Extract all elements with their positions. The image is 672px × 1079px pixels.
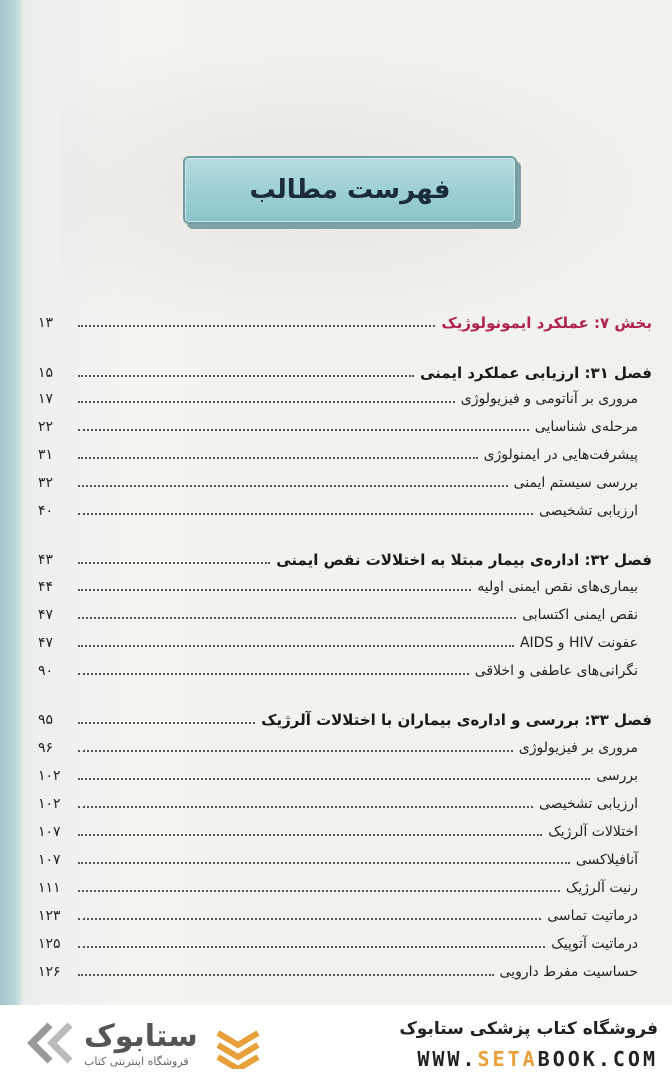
toc-label: مروری بر فیزیولوژی: [518, 740, 638, 756]
page-number: ۳۱: [38, 447, 54, 463]
toc-entry-row: [38, 656, 652, 680]
toc-label: اختلالات آلرژیک: [548, 824, 638, 840]
page-number: ۴۷: [38, 635, 54, 651]
page-number: ۳۲: [38, 475, 54, 491]
page-number: ۱۰۲: [38, 796, 61, 812]
toc-label: آنافیلاکسی: [575, 852, 638, 868]
page-number: ۱۰۲: [38, 768, 61, 784]
toc-label: پیشرفت‌هایی در ایمنولوژی: [483, 447, 638, 463]
dot-leader: [78, 918, 541, 920]
toc-entry-row: [38, 412, 652, 436]
toc-label: بخش ۷: عملکرد ایمونولوژیک: [441, 314, 652, 332]
dot-leader: [78, 513, 533, 515]
toc-entry-row: [38, 901, 652, 925]
toc-label: بیماری‌های نقص ایمنی اولیه: [477, 579, 638, 595]
toc-label: بررسی سیستم ایمنی: [513, 475, 638, 491]
page-number: ۱۳: [38, 315, 54, 331]
toc-entry-row: [38, 761, 652, 785]
toc-entry-row: [38, 572, 652, 596]
toc-entry-row: [38, 845, 652, 869]
page-number: ۴۴: [38, 579, 54, 595]
dot-leader: [78, 429, 529, 431]
toc-entry-row: [38, 440, 652, 464]
dot-leader: [78, 673, 469, 675]
page-number: ۱۲۵: [38, 936, 61, 952]
toc-label: مروری بر آناتومی و فیزیولوژی: [460, 391, 638, 407]
store-footer: [0, 1005, 672, 1079]
store-url[interactable]: [417, 1047, 658, 1071]
dot-leader: [78, 645, 514, 647]
url-accent: SETA: [477, 1047, 538, 1071]
dot-leader: [78, 485, 508, 487]
toc-entry-row: [38, 496, 652, 520]
toc-label: مرحله‌ی شناسایی: [534, 419, 638, 435]
store-logo: [26, 1019, 266, 1071]
dot-leader: [78, 890, 560, 892]
toc-label: عفونت HIV و AIDS: [519, 635, 638, 651]
page-number: ۱۰۷: [38, 824, 61, 840]
page-number: ۱۱۱: [38, 880, 61, 896]
toc-entry-row: [38, 468, 652, 492]
dot-leader: [78, 325, 435, 327]
dot-leader: [78, 806, 533, 808]
toc-entry-row: [38, 384, 652, 408]
page-number: ۴۰: [38, 503, 54, 519]
toc-label: فصل ۳۳: بررسی و اداره‌ی بیماران با اختلالات آلرژیک: [261, 711, 652, 729]
page-number: ۱۲۶: [38, 964, 61, 980]
toc-chapter-row: [38, 705, 652, 729]
dot-leader: [78, 862, 570, 864]
toc-entry-row: [38, 628, 652, 652]
toc-entry-row: [38, 733, 652, 757]
store-name: فروشگاه کتاب پزشکی ستابوک: [399, 1019, 658, 1039]
toc-label: رنیت آلرژیک: [565, 880, 638, 896]
toc-label: ارزیابی تشخیصی: [538, 503, 638, 519]
dot-leader: [78, 722, 255, 724]
dot-leader: [78, 562, 270, 564]
logo-subtitle: فروشگاه اینترنتی کتاب: [84, 1055, 189, 1068]
dot-leader: [78, 974, 494, 976]
page-number: ۹۶: [38, 740, 54, 756]
book-stack-icon: [214, 1023, 262, 1069]
toc-entry-row: [38, 957, 652, 981]
toc-entry-row: [38, 817, 652, 841]
page-title: فهرست مطالب: [249, 175, 451, 205]
url-prefix: WWW.: [417, 1047, 478, 1071]
toc-entry-row: [38, 873, 652, 897]
toc-label: بررسی: [596, 768, 638, 784]
page-number: ۹۰: [38, 663, 54, 679]
dot-leader: [78, 750, 513, 752]
page-number: ۹۵: [38, 712, 54, 728]
dot-leader: [78, 946, 545, 948]
dot-leader: [78, 778, 590, 780]
page-number: ۴۳: [38, 552, 54, 568]
dot-leader: [78, 589, 471, 591]
page-number: ۲۲: [38, 419, 54, 435]
toc-label: فصل ۳۱: ارزیابی عملکرد ایمنی: [420, 364, 652, 382]
toc-part-row: [38, 308, 652, 332]
toc-chapter-row: [38, 545, 652, 569]
dot-leader: [78, 401, 455, 403]
toc-label: ارزیابی تشخیصی: [538, 796, 638, 812]
toc-entry-row: [38, 600, 652, 624]
toc-entry-row: [38, 929, 652, 953]
page-number: ۱۷: [38, 391, 54, 407]
double-chevron-icon: [26, 1021, 78, 1065]
page-number: ۱۲۳: [38, 908, 61, 924]
toc-chapter-row: [38, 358, 652, 382]
toc-entry-row: [38, 789, 652, 813]
toc-label: درماتیت تماسی: [547, 908, 638, 924]
toc-label: نقص ایمنی اکتسابی: [522, 607, 638, 623]
toc-label: فصل ۳۲: اداره‌ی بیمار مبتلا به اختلالات نقص ایمنی: [276, 551, 652, 569]
dot-leader: [78, 834, 542, 836]
page-number: ۱۰۷: [38, 852, 61, 868]
toc-label: نگرانی‌های عاطفی و اخلاقی: [474, 663, 638, 679]
url-suffix: BOOK.COM: [537, 1047, 658, 1071]
page-number: ۴۷: [38, 607, 54, 623]
dot-leader: [78, 617, 516, 619]
dot-leader: [78, 457, 478, 459]
logo-wordmark: ستابوک: [84, 1019, 198, 1054]
dot-leader: [78, 375, 414, 377]
toc-label: درماتیت آتوپیک: [551, 936, 638, 952]
page-number: ۱۵: [38, 365, 54, 381]
toc-label: حساسیت مفرط دارویی: [499, 964, 638, 980]
